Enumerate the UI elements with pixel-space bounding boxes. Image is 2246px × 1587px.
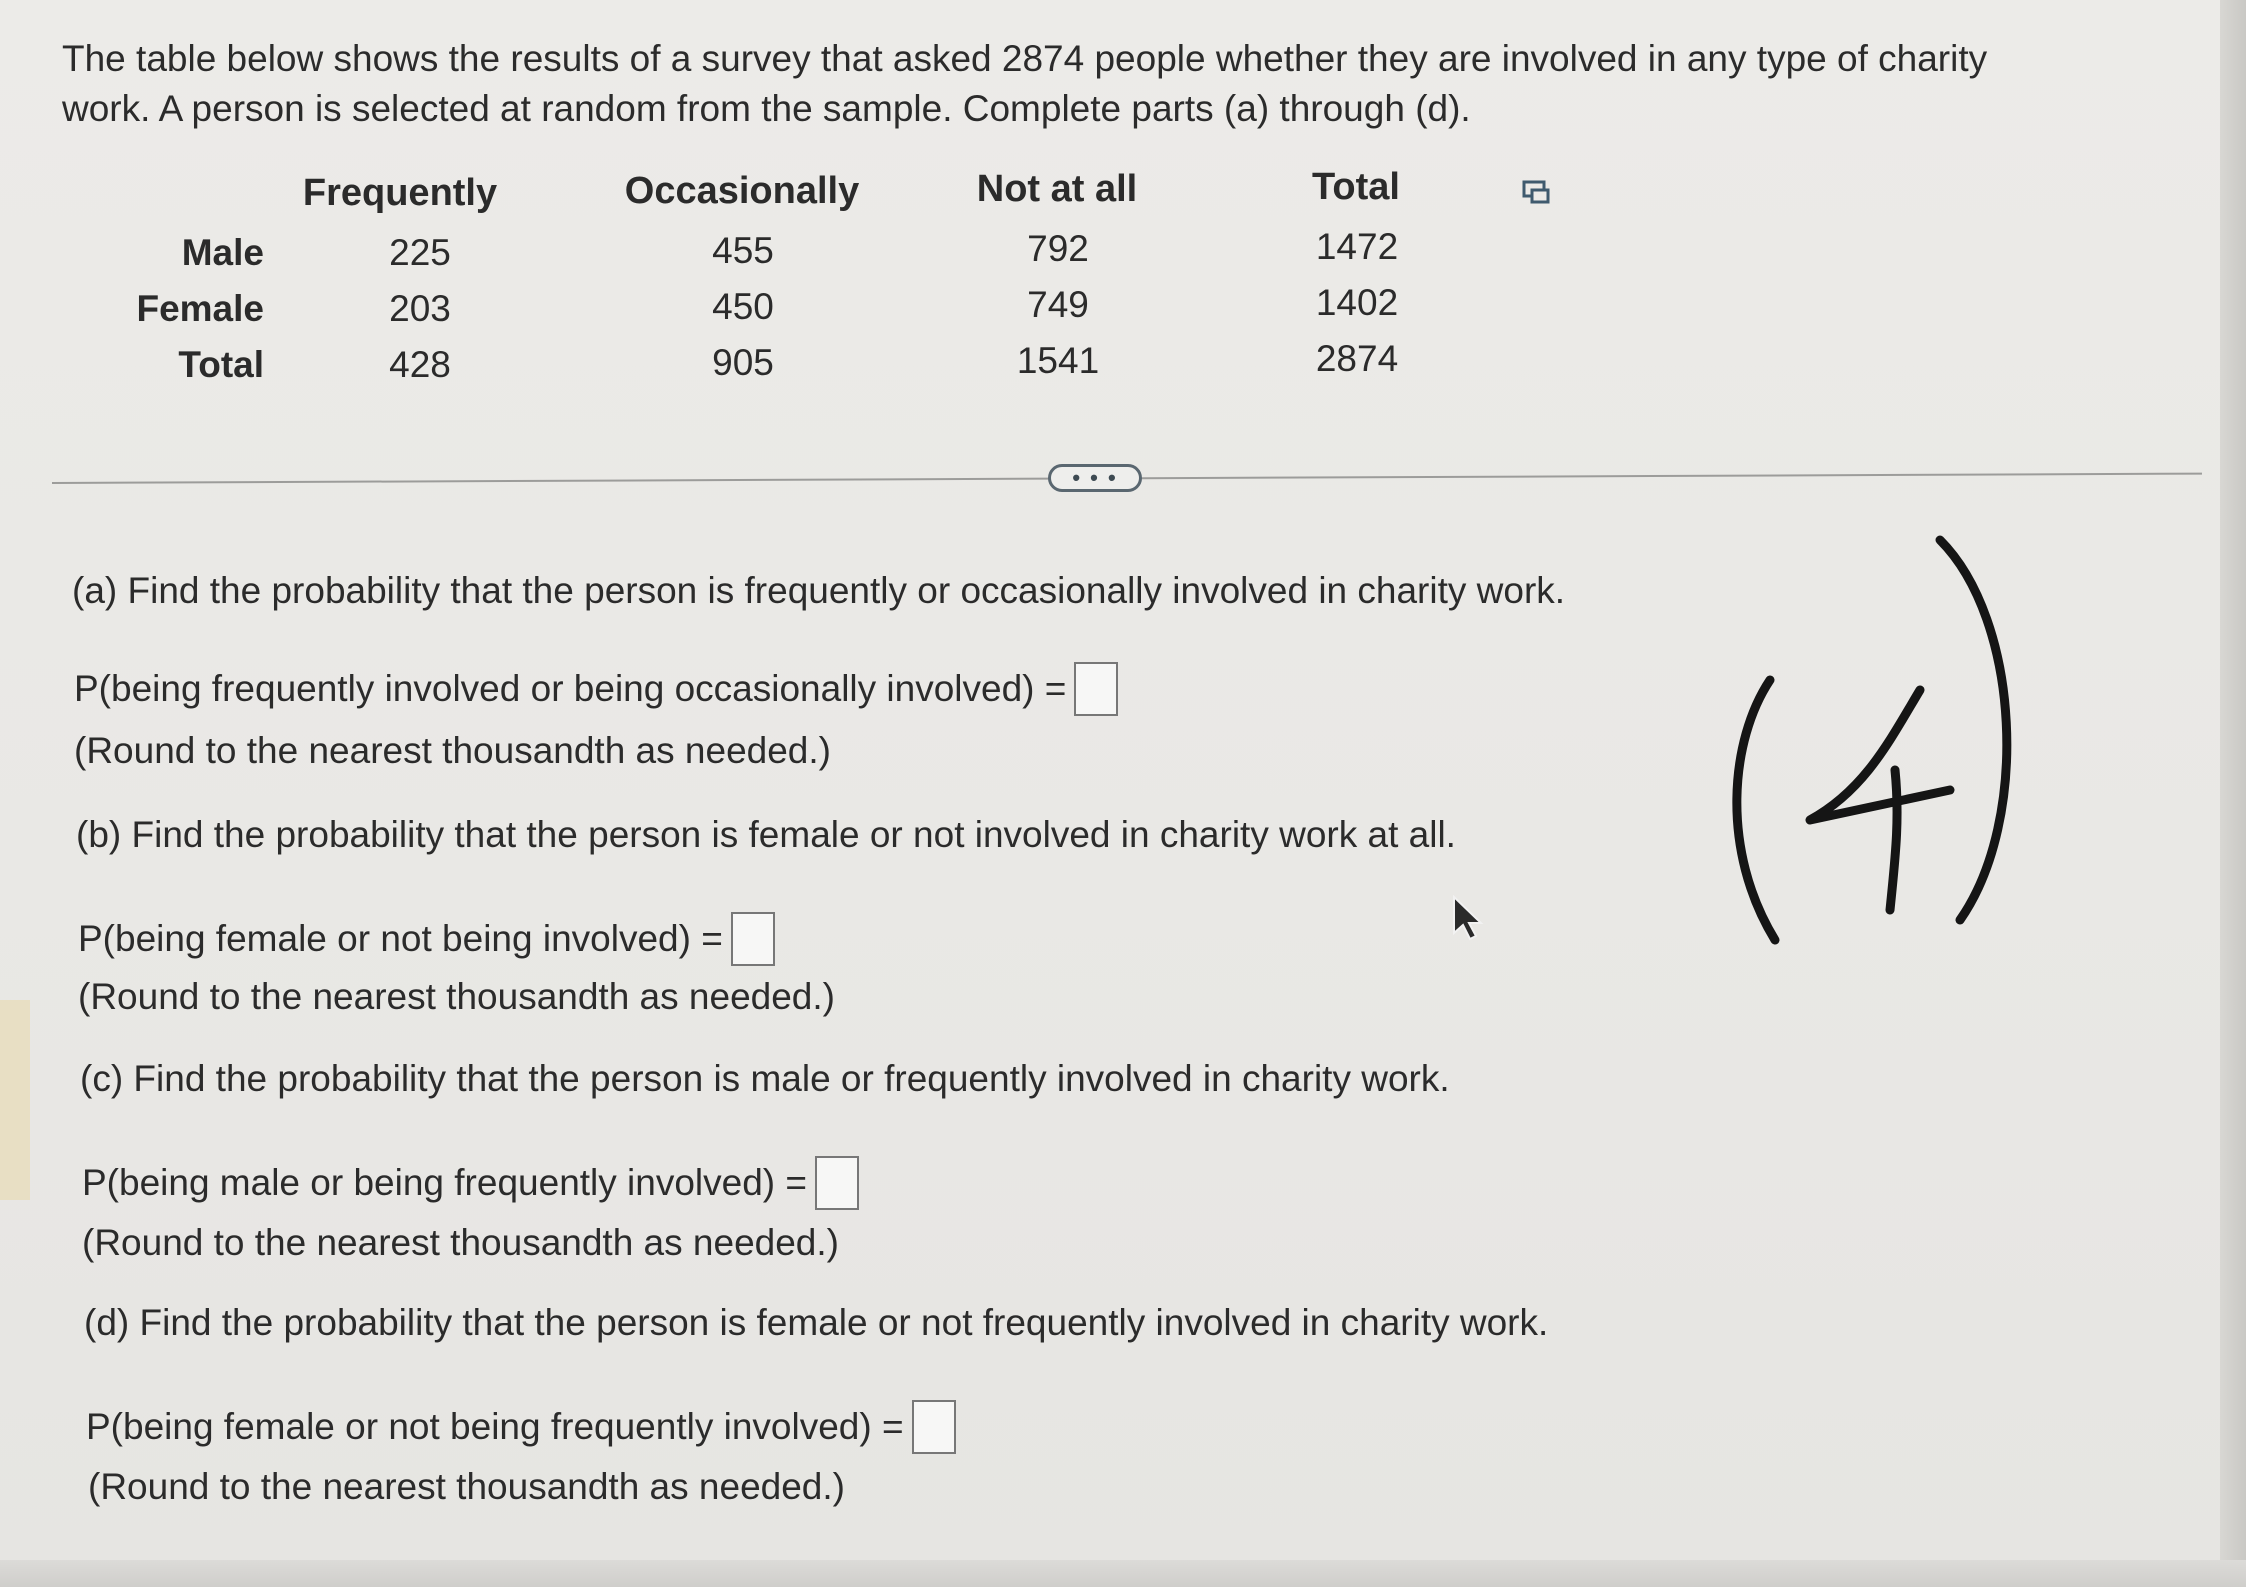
- cell-female-total: 1402: [1315, 282, 1399, 323]
- col-header-occasionally: Occasionally: [624, 170, 860, 212]
- part-d-rounding-note: (Round to the nearest thousandth as needed.): [88, 1466, 845, 1507]
- more-options-button[interactable]: • • •: [1048, 464, 1142, 492]
- screen-bezel-right: [2220, 0, 2246, 1587]
- part-b-answer-line: [78, 912, 775, 966]
- row-label-male: Male: [181, 232, 264, 273]
- part-a-answer-line: [74, 662, 1118, 716]
- screen-bezel-bottom: [0, 1560, 2246, 1587]
- part-c-rounding-note: (Round to the nearest thousandth as needed.): [82, 1222, 839, 1263]
- part-c-answer-line: [82, 1156, 859, 1210]
- col-header-total: Total: [1312, 166, 1400, 208]
- cell-total-not-at-all: 1541: [1016, 340, 1100, 381]
- col-header-not-at-all: Not at all: [976, 168, 1138, 210]
- window-edge-strip: [0, 1000, 30, 1200]
- part-c-answer-input[interactable]: [815, 1156, 859, 1210]
- part-b-rounding-note: (Round to the nearest thousandth as needed.): [78, 976, 835, 1017]
- handwritten-note: [1690, 520, 2070, 960]
- intro-line-1: The table below shows the results of a survey that asked 2874 people whether they are involved in any type of charity: [62, 38, 1988, 79]
- part-c-answer-label: P(being male or being frequently involved) =: [82, 1162, 808, 1203]
- cell-female-frequently: 203: [389, 288, 451, 329]
- part-a-answer-input[interactable]: [1074, 662, 1118, 716]
- cell-female-occasionally: 450: [712, 286, 774, 327]
- row-label-female: Female: [136, 288, 264, 329]
- intro-line-2: work. A person is selected at random from the sample. Complete parts (a) through (d).: [62, 88, 1471, 129]
- cell-male-frequently: 225: [389, 232, 451, 273]
- part-d-answer-label: P(being female or not being frequently involved) =: [86, 1406, 904, 1447]
- cell-total-total: 2874: [1315, 338, 1399, 379]
- part-d-question: (d) Find the probability that the person is female or not frequently involved in charity work.: [84, 1302, 1549, 1343]
- part-b-answer-label: P(being female or not being involved) =: [78, 918, 723, 959]
- part-a-rounding-note: (Round to the nearest thousandth as needed.): [74, 730, 831, 771]
- cell-male-not-at-all: 792: [1027, 228, 1089, 269]
- part-a-answer-label: P(being frequently involved or being occasionally involved) =: [74, 668, 1067, 709]
- cell-total-frequently: 428: [389, 344, 451, 385]
- col-header-frequently: Frequently: [302, 172, 498, 214]
- part-c-question: (c) Find the probability that the person is male or frequently involved in charity work.: [80, 1058, 1450, 1099]
- cell-total-occasionally: 905: [712, 342, 774, 383]
- row-label-total: Total: [178, 344, 264, 385]
- copy-table-icon[interactable]: [1522, 180, 1552, 206]
- part-b-question: (b) Find the probability that the person is female or not involved in charity work at all.: [76, 814, 1456, 855]
- part-d-answer-input[interactable]: [912, 1400, 956, 1454]
- mouse-cursor-icon: [1450, 895, 1484, 943]
- part-d-answer-line: [86, 1400, 956, 1454]
- cell-male-occasionally: 455: [712, 230, 774, 271]
- part-a-question: (a) Find the probability that the person is frequently or occasionally involved in charity work.: [72, 570, 1566, 611]
- cell-male-total: 1472: [1315, 226, 1399, 267]
- cell-female-not-at-all: 749: [1027, 284, 1089, 325]
- problem-intro: [62, 34, 2162, 134]
- part-b-answer-input[interactable]: [731, 912, 775, 966]
